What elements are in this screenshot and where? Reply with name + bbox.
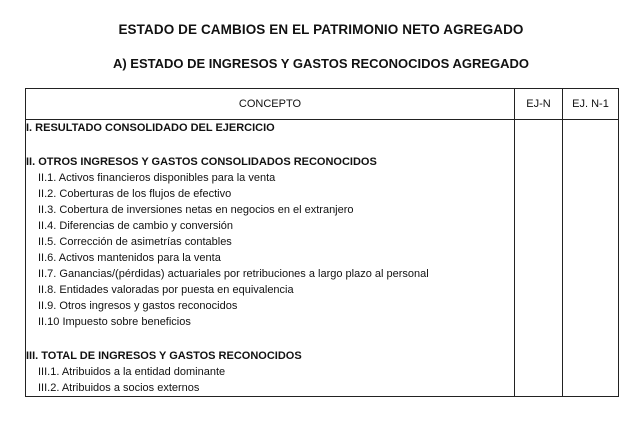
section-total-ingresos-gastos: III. TOTAL DE INGRESOS Y GASTOS RECONOCIDOS [26,350,302,362]
item-II-2: II.2. Coberturas de los flujos de efectivo [38,188,232,200]
ej-n-value-column [515,120,563,397]
table-header-row [26,89,619,120]
section-spacer [26,330,514,348]
ej-n1-value-column [563,120,619,397]
statement-subtitle: A) ESTADO DE INGRESOS Y GASTOS RECONOCIDOS AGREGADO [112,56,530,71]
item-II-8: II.8. Entidades valoradas por puesta en equivalencia [38,284,294,296]
section-spacer [26,136,514,154]
concept-column [26,120,515,397]
item-II-7: II.7. Ganancias/(pérdidas) actuariales por retribuciones a largo plazo al personal [38,268,429,280]
item-II-6: II.6. Activos mantenidos para la venta [38,252,221,264]
item-II-4: II.4. Diferencias de cambio y conversión [38,220,234,232]
statement-title: ESTADO DE CAMBIOS EN EL PATRIMONIO NETO AGREGADO [118,22,524,37]
header-concepto: CONCEPTO [26,89,515,120]
item-III-1: III.1. Atribuidos a la entidad dominante [38,366,226,378]
table-body-row [26,120,619,397]
item-II-10: II.10 Impuesto sobre beneficios [38,316,191,328]
item-II-3: II.3. Cobertura de inversiones netas en negocios en el extranjero [38,204,354,216]
header-ej-n1: EJ. N-1 [563,89,619,120]
section-resultado-consolidado: I. RESULTADO CONSOLIDADO DEL EJERCICIO [26,122,275,134]
income-expense-table [25,88,619,397]
item-II-5: II.5. Corrección de asimetrías contables [38,236,232,248]
item-II-9: II.9. Otros ingresos y gastos reconocidos [38,300,238,312]
section-otros-ingresos-gastos: II. OTROS INGRESOS Y GASTOS CONSOLIDADOS RECONOCIDOS [26,156,377,168]
item-II-1: II.1. Activos financieros disponibles para la venta [38,172,276,184]
item-III-2: III.2. Atribuidos a socios externos [38,382,200,394]
header-ej-n: EJ-N [515,89,563,120]
